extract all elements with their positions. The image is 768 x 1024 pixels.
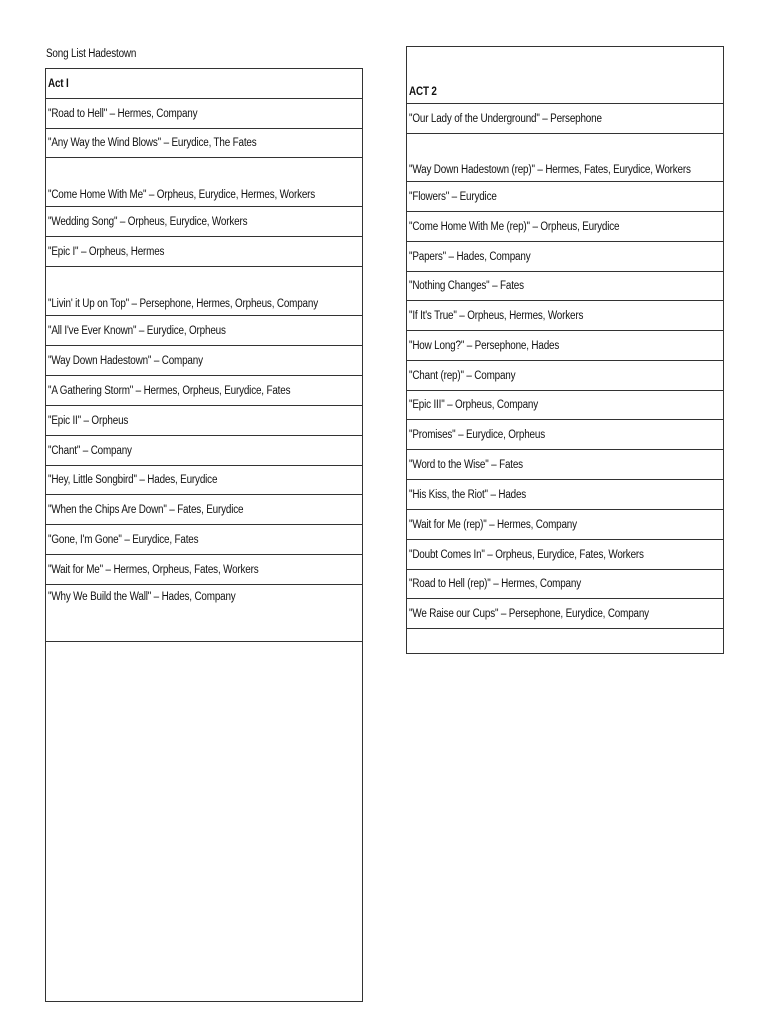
act1-song-title: "Come Home With Me" – Orpheus, Eurydice, Hermes, Workers [48,189,316,201]
act1-song-title: "All I've Ever Known" – Eurydice, Orpheus [48,324,226,337]
act1-empty-cell [46,642,363,1002]
act2-song-cell [407,540,724,570]
act2-song-row [407,242,724,272]
act2-song-title: "Way Down Hadestown (rep)" – Hermes, Fates, Eurydice, Workers [409,164,691,176]
act1-song-title: "Hey, Little Songbird" – Hades, Eurydice [48,474,218,486]
act2-song-row [407,480,724,510]
act1-song-title: "Gone, I'm Gone" – Eurydice, Fates [48,533,199,546]
act2-song-cell [407,420,724,450]
act2-song-cell [407,450,724,480]
act1-song-title: "Epic II" – Orpheus [48,414,129,427]
act1-song-title: "Way Down Hadestown" – Company [48,354,203,367]
act1-heading: Act I [48,77,69,90]
act1-table-body [46,69,363,1002]
act1-song-title: "Epic I" – Orpheus, Hermes [48,245,165,258]
act2-heading-cell [407,47,724,104]
act1-song-cell [46,316,363,346]
act2-song-title: "If It's True" – Orpheus, Hermes, Workers [409,309,584,322]
act1-song-row [46,316,363,346]
act1-song-cell [46,267,363,316]
act2-song-title: "Wait for Me (rep)" – Hermes, Company [409,518,577,531]
act1-song-cell [46,129,363,158]
act2-song-title: "Chant (rep)" – Company [409,369,516,382]
act2-song-cell [407,570,724,599]
act1-song-title: "Wedding Song" – Orpheus, Eurydice, Workers [48,215,248,228]
act1-song-title: "Road to Hell" – Hermes, Company [48,107,198,120]
act1-empty-row [46,642,363,1002]
act1-song-row [46,525,363,555]
act2-song-cell [407,182,724,212]
act1-song-row [46,466,363,495]
act1-header-row [46,69,363,99]
act2-song-row [407,391,724,420]
act2-song-cell [407,510,724,540]
act1-song-cell [46,466,363,495]
act2-song-cell [407,272,724,301]
act2-header-row [407,47,724,104]
act1-song-row [46,267,363,316]
act1-song-cell [46,495,363,525]
act1-song-row [46,495,363,525]
act1-song-row [46,376,363,406]
act1-song-title: "Wait for Me" – Hermes, Orpheus, Fates, Workers [48,563,259,576]
act2-song-title: "Road to Hell (rep)" – Hermes, Company [409,578,581,590]
act1-song-cell [46,436,363,466]
act1-song-cell [46,525,363,555]
act2-song-cell [407,331,724,361]
act1-song-cell [46,346,363,376]
act2-song-title: "Promises" – Eurydice, Orpheus [409,428,545,441]
act2-song-cell [407,242,724,272]
act2-heading: ACT 2 [409,86,437,98]
act2-song-row [407,540,724,570]
act2-song-row [407,182,724,212]
act1-song-row [46,207,363,237]
act2-song-title: "Flowers" – Eurydice [409,190,497,203]
act2-empty-row [407,629,724,654]
act2-song-row [407,212,724,242]
act2-song-row [407,134,724,182]
act2-song-title: "Epic III" – Orpheus, Company [409,399,539,411]
act1-song-row [46,585,363,642]
act1-song-title: "Chant" – Company [48,444,132,457]
act2-song-title: "Nothing Changes" – Fates [409,280,524,292]
act2-song-title: "How Long?" – Persephone, Hades [409,339,560,352]
act2-song-row [407,272,724,301]
act1-song-cell [46,555,363,585]
act2-song-cell [407,480,724,510]
act1-heading-cell [46,69,363,99]
act1-song-cell [46,376,363,406]
act1-song-row [46,237,363,267]
act2-song-row [407,301,724,331]
act2-song-row [407,570,724,599]
act2-song-title: "Word to the Wise" – Fates [409,458,523,471]
act1-song-cell [46,158,363,207]
act1-song-row [46,99,363,129]
act2-song-row [407,450,724,480]
act2-song-cell [407,134,724,182]
act1-song-title: "Why We Build the Wall" – Hades, Company [48,591,236,603]
document-title: Song List Hadestown [46,48,137,60]
act1-song-cell [46,585,363,642]
act2-song-cell [407,212,724,242]
act1-song-row [46,129,363,158]
act2-song-table [406,46,724,654]
act1-song-table [45,68,363,1002]
act2-song-cell [407,361,724,391]
act2-song-cell [407,599,724,629]
act1-song-row [46,555,363,585]
act2-table-body [407,47,724,654]
act1-song-row [46,158,363,207]
act2-song-row [407,420,724,450]
act1-song-cell [46,406,363,436]
act1-song-title: "When the Chips Are Down" – Fates, Eurydice [48,503,244,516]
act2-song-row [407,331,724,361]
act2-song-cell [407,391,724,420]
act1-song-title: "Any Way the Wind Blows" – Eurydice, The Fates [48,137,257,149]
act2-song-title: "Come Home With Me (rep)" – Orpheus, Eurydice [409,220,620,233]
act1-song-cell [46,237,363,267]
act1-song-cell [46,207,363,237]
act1-song-title: "Livin' it Up on Top" – Persephone, Hermes, Orpheus, Company [48,298,318,310]
act2-song-cell [407,301,724,331]
act2-song-title: "His Kiss, the Riot" – Hades [409,488,527,501]
act2-song-row [407,510,724,540]
act2-song-title: "Our Lady of the Underground" – Persephone [409,112,602,125]
act1-song-row [46,436,363,466]
act2-song-row [407,361,724,391]
act2-song-row [407,599,724,629]
act2-song-title: "Doubt Comes In" – Orpheus, Eurydice, Fates, Workers [409,548,644,561]
act2-song-cell [407,104,724,134]
act1-song-cell [46,99,363,129]
act2-song-title: "Papers" – Hades, Company [409,250,531,263]
act2-empty-cell [407,629,724,654]
act2-song-title: "We Raise our Cups" – Persephone, Eurydice, Company [409,607,649,620]
act2-song-row [407,104,724,134]
act1-song-title: "A Gathering Storm" – Hermes, Orpheus, Eurydice, Fates [48,384,291,397]
act1-song-row [46,346,363,376]
act1-song-row [46,406,363,436]
